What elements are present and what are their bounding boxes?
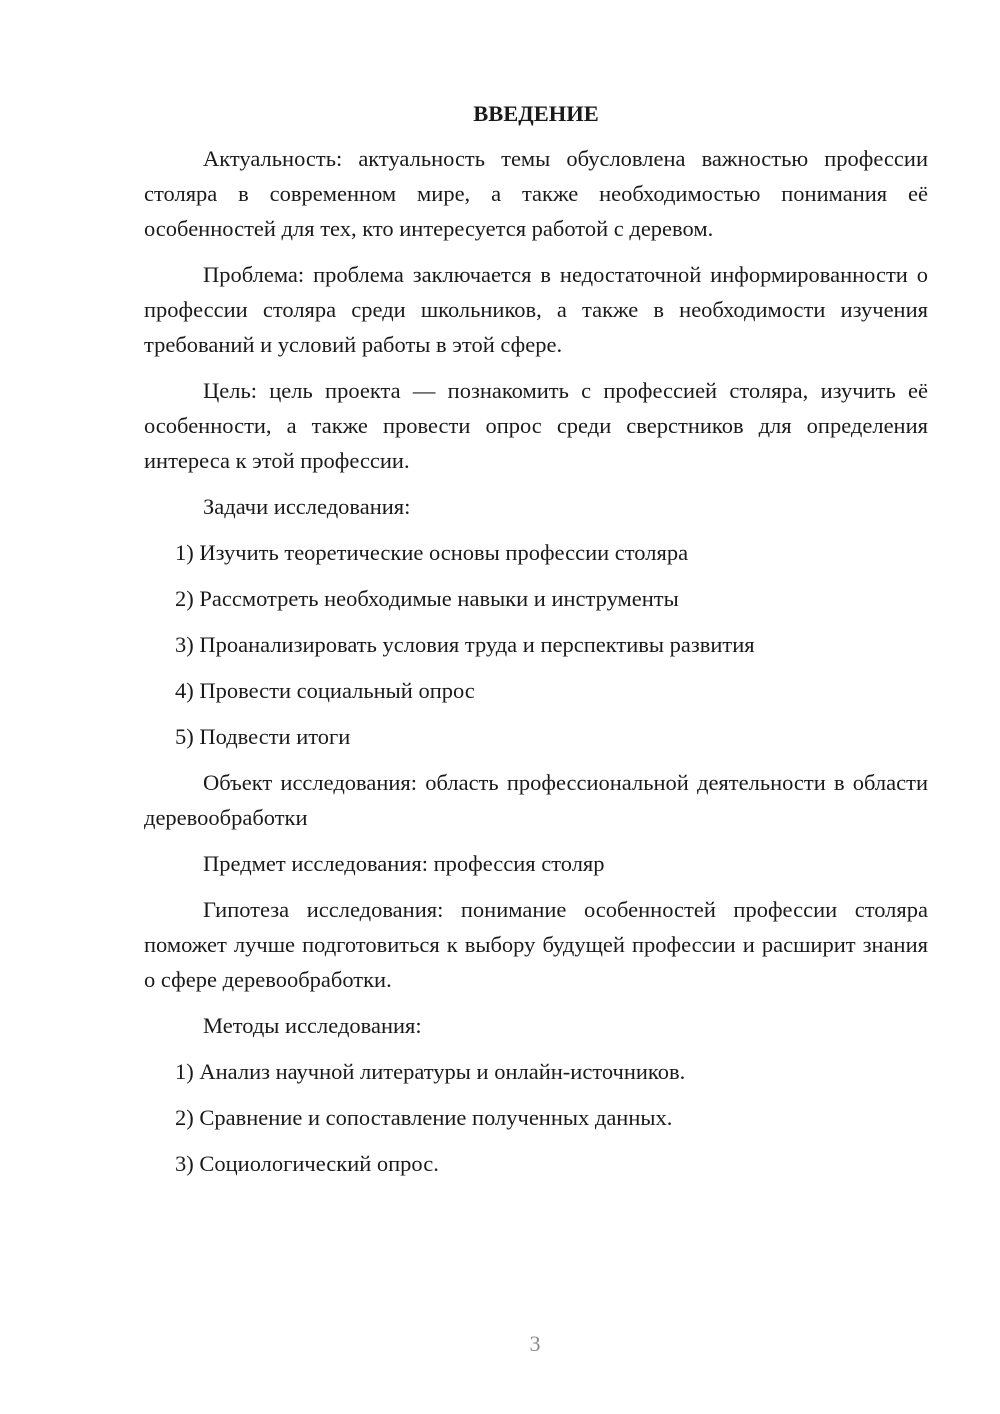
task-item: 4) Провести социальный опрос [175,678,475,703]
section-heading: ВВЕДЕНИЕ [473,101,599,126]
goal-paragraph: Цель: цель проекта — познакомить с профессией столяра, изучить её особенности, а также провести опрос среди сверстников для определения интереса к этой профессии. [144,378,928,473]
relevance-paragraph: Актуальность: актуальность темы обусловлена важностью профессии столяра в современном мире, а также необходимостью понимания её особенностей для тех, кто интересуется работой с деревом. [144,146,928,241]
hypothesis-paragraph: Гипотеза исследования: понимание особенностей профессии столяра поможет лучше подготовиться к выбору будущей профессии и расширит знания о сфере деревообработки. [144,897,928,992]
task-item: 2) Рассмотреть необходимые навыки и инструменты [175,586,679,611]
object-paragraph: Объект исследования: область профессиональной деятельности в области деревообработки [144,770,928,830]
task-item: 5) Подвести итоги [175,724,351,749]
method-item: 3) Социологический опрос. [175,1151,439,1176]
subject-paragraph: Предмет исследования: профессия столяр [203,851,605,876]
page-number: 3 [529,1331,541,1356]
method-item: 1) Анализ научной литературы и онлайн-источников. [175,1059,686,1084]
methods-title: Методы исследования: [203,1013,422,1038]
task-item: 3) Проанализировать условия труда и перспективы развития [175,632,755,657]
method-item: 2) Сравнение и сопоставление полученных данных. [175,1105,673,1130]
page-content [144,96,928,1192]
task-item: 1) Изучить теоретические основы профессии столяра [175,540,689,565]
problem-paragraph: Проблема: проблема заключается в недостаточной информированности о профессии столяра среди школьников, а также в необходимости изучения требований и условий работы в этой сфере. [144,262,928,357]
tasks-title: Задачи исследования: [203,494,411,519]
